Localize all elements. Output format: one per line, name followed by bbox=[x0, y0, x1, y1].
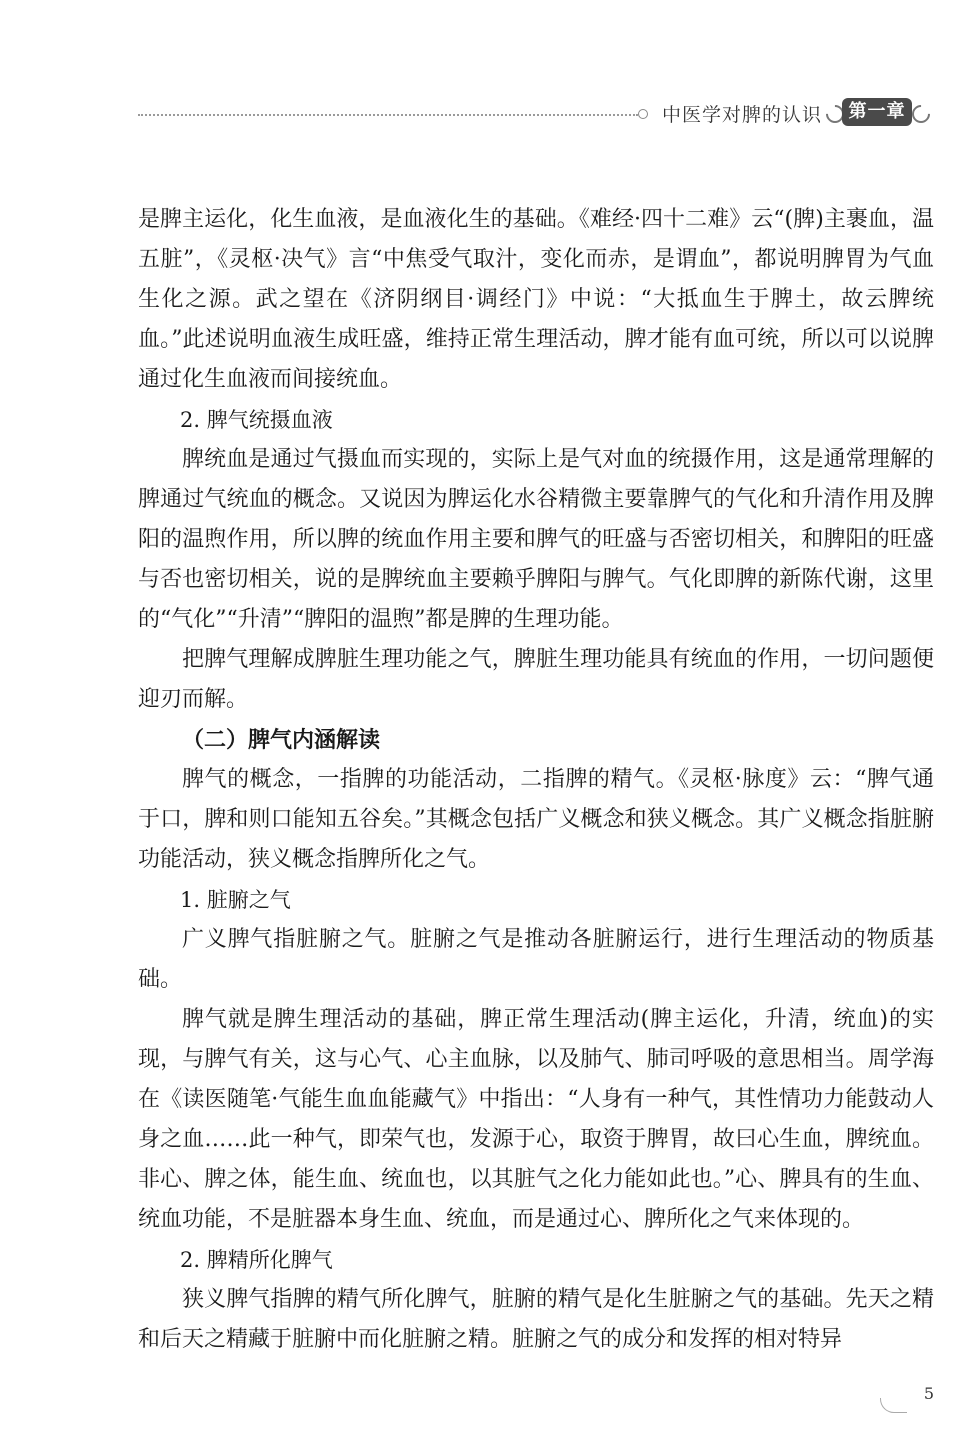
paragraph: 是脾主运化，化生血液，是血液化生的基础。《难经·四十二难》云“(脾)主裹血，温五脏”，《灵枢·决气》言“中焦受气取汁，变化而赤，是谓血”，都说明脾胃为气血生化之源。武之望在《济阴纲目·调经门》中说：“大抵血生于脾土，故云脾统血。”此述说明血液生成旺盛，维持正常生理活动，脾才能有血可统，所以可以说脾通过化生血液而间接统血。 bbox=[138, 207, 934, 392]
body-text bbox=[138, 200, 934, 1360]
subheading: 2. 脾精所化脾气 bbox=[180, 1248, 333, 1272]
paragraph: 狭义脾气指脾的精气所化脾气，脏腑的精气是化生脏腑之气的基础。先天之精和后天之精藏于脏腑中而化脏腑之精。脏腑之气的成分和发挥的相对特异 bbox=[138, 1287, 934, 1352]
header-ring-ornament bbox=[638, 109, 648, 119]
paragraph: 把脾气理解成脾脏生理功能之气，脾脏生理功能具有统血的作用，一切问题便迎刃而解。 bbox=[138, 647, 934, 712]
chapter-label: 第一章 bbox=[842, 98, 912, 126]
header-dotted-rule bbox=[138, 114, 638, 116]
subheading: 2. 脾气统摄血液 bbox=[180, 408, 333, 432]
paragraph: 脾统血是通过气摄血而实现的，实际上是气对血的统摄作用，这是通常理解的脾通过气统血的概念。又说因为脾运化水谷精微主要靠脾气的气化和升清作用及脾阳的温煦作用，所以脾的统血作用主要和脾气的旺盛与否密切相关，和脾阳的旺盛与否也密切相关，说的是脾统血主要赖乎脾阳与脾气。气化即脾的新陈代谢，这里的“气化”“升清”“脾阳的温煦”都是脾的生理功能。 bbox=[138, 447, 934, 632]
paragraph: 脾气就是脾生理活动的基础，脾正常生理活动(脾主运化，升清，统血)的实现，与脾气有关，这与心气、心主血脉，以及肺气、肺司呼吸的意思相当。周学海在《读医随笔·气能生血血能藏气》中指出：“人身有一种气，其性情功力能鼓动人身之血……此一种气，即荣气也，发源于心，取资于脾胃，故曰心生血，脾统血。非心、脾之体，能生血、统血也，以其脏气之化力能如此也。”心、脾具有的生血、统血功能，不是脏器本身生血、统血，而是通过心、脾所化之气来体现的。 bbox=[138, 1007, 934, 1232]
page-footer bbox=[894, 1380, 934, 1420]
footer-swirl-ornament-icon bbox=[880, 1398, 907, 1413]
paragraph: 广义脾气指脏腑之气。脏腑之气是推动各脏腑运行，进行生理活动的物质基础。 bbox=[138, 927, 934, 992]
chapter-badge bbox=[826, 96, 930, 130]
paragraph: 脾气的概念，一指脾的功能活动，二指脾的精气。《灵枢·脉度》云：“脾气通于口，脾和则口能知五谷矣。”其概念包括广义概念和狭义概念。其广义概念指脏腑功能活动，狭义概念指脾所化之气。 bbox=[138, 767, 934, 872]
section-heading: （二）脾气内涵解读 bbox=[182, 727, 381, 753]
subheading: 1. 脏腑之气 bbox=[180, 888, 291, 912]
section-title: 中医学对脾的认识 bbox=[662, 104, 823, 126]
right-scroll-ornament-icon bbox=[908, 101, 933, 126]
page-number: 5 bbox=[923, 1384, 934, 1403]
running-header bbox=[0, 92, 960, 138]
